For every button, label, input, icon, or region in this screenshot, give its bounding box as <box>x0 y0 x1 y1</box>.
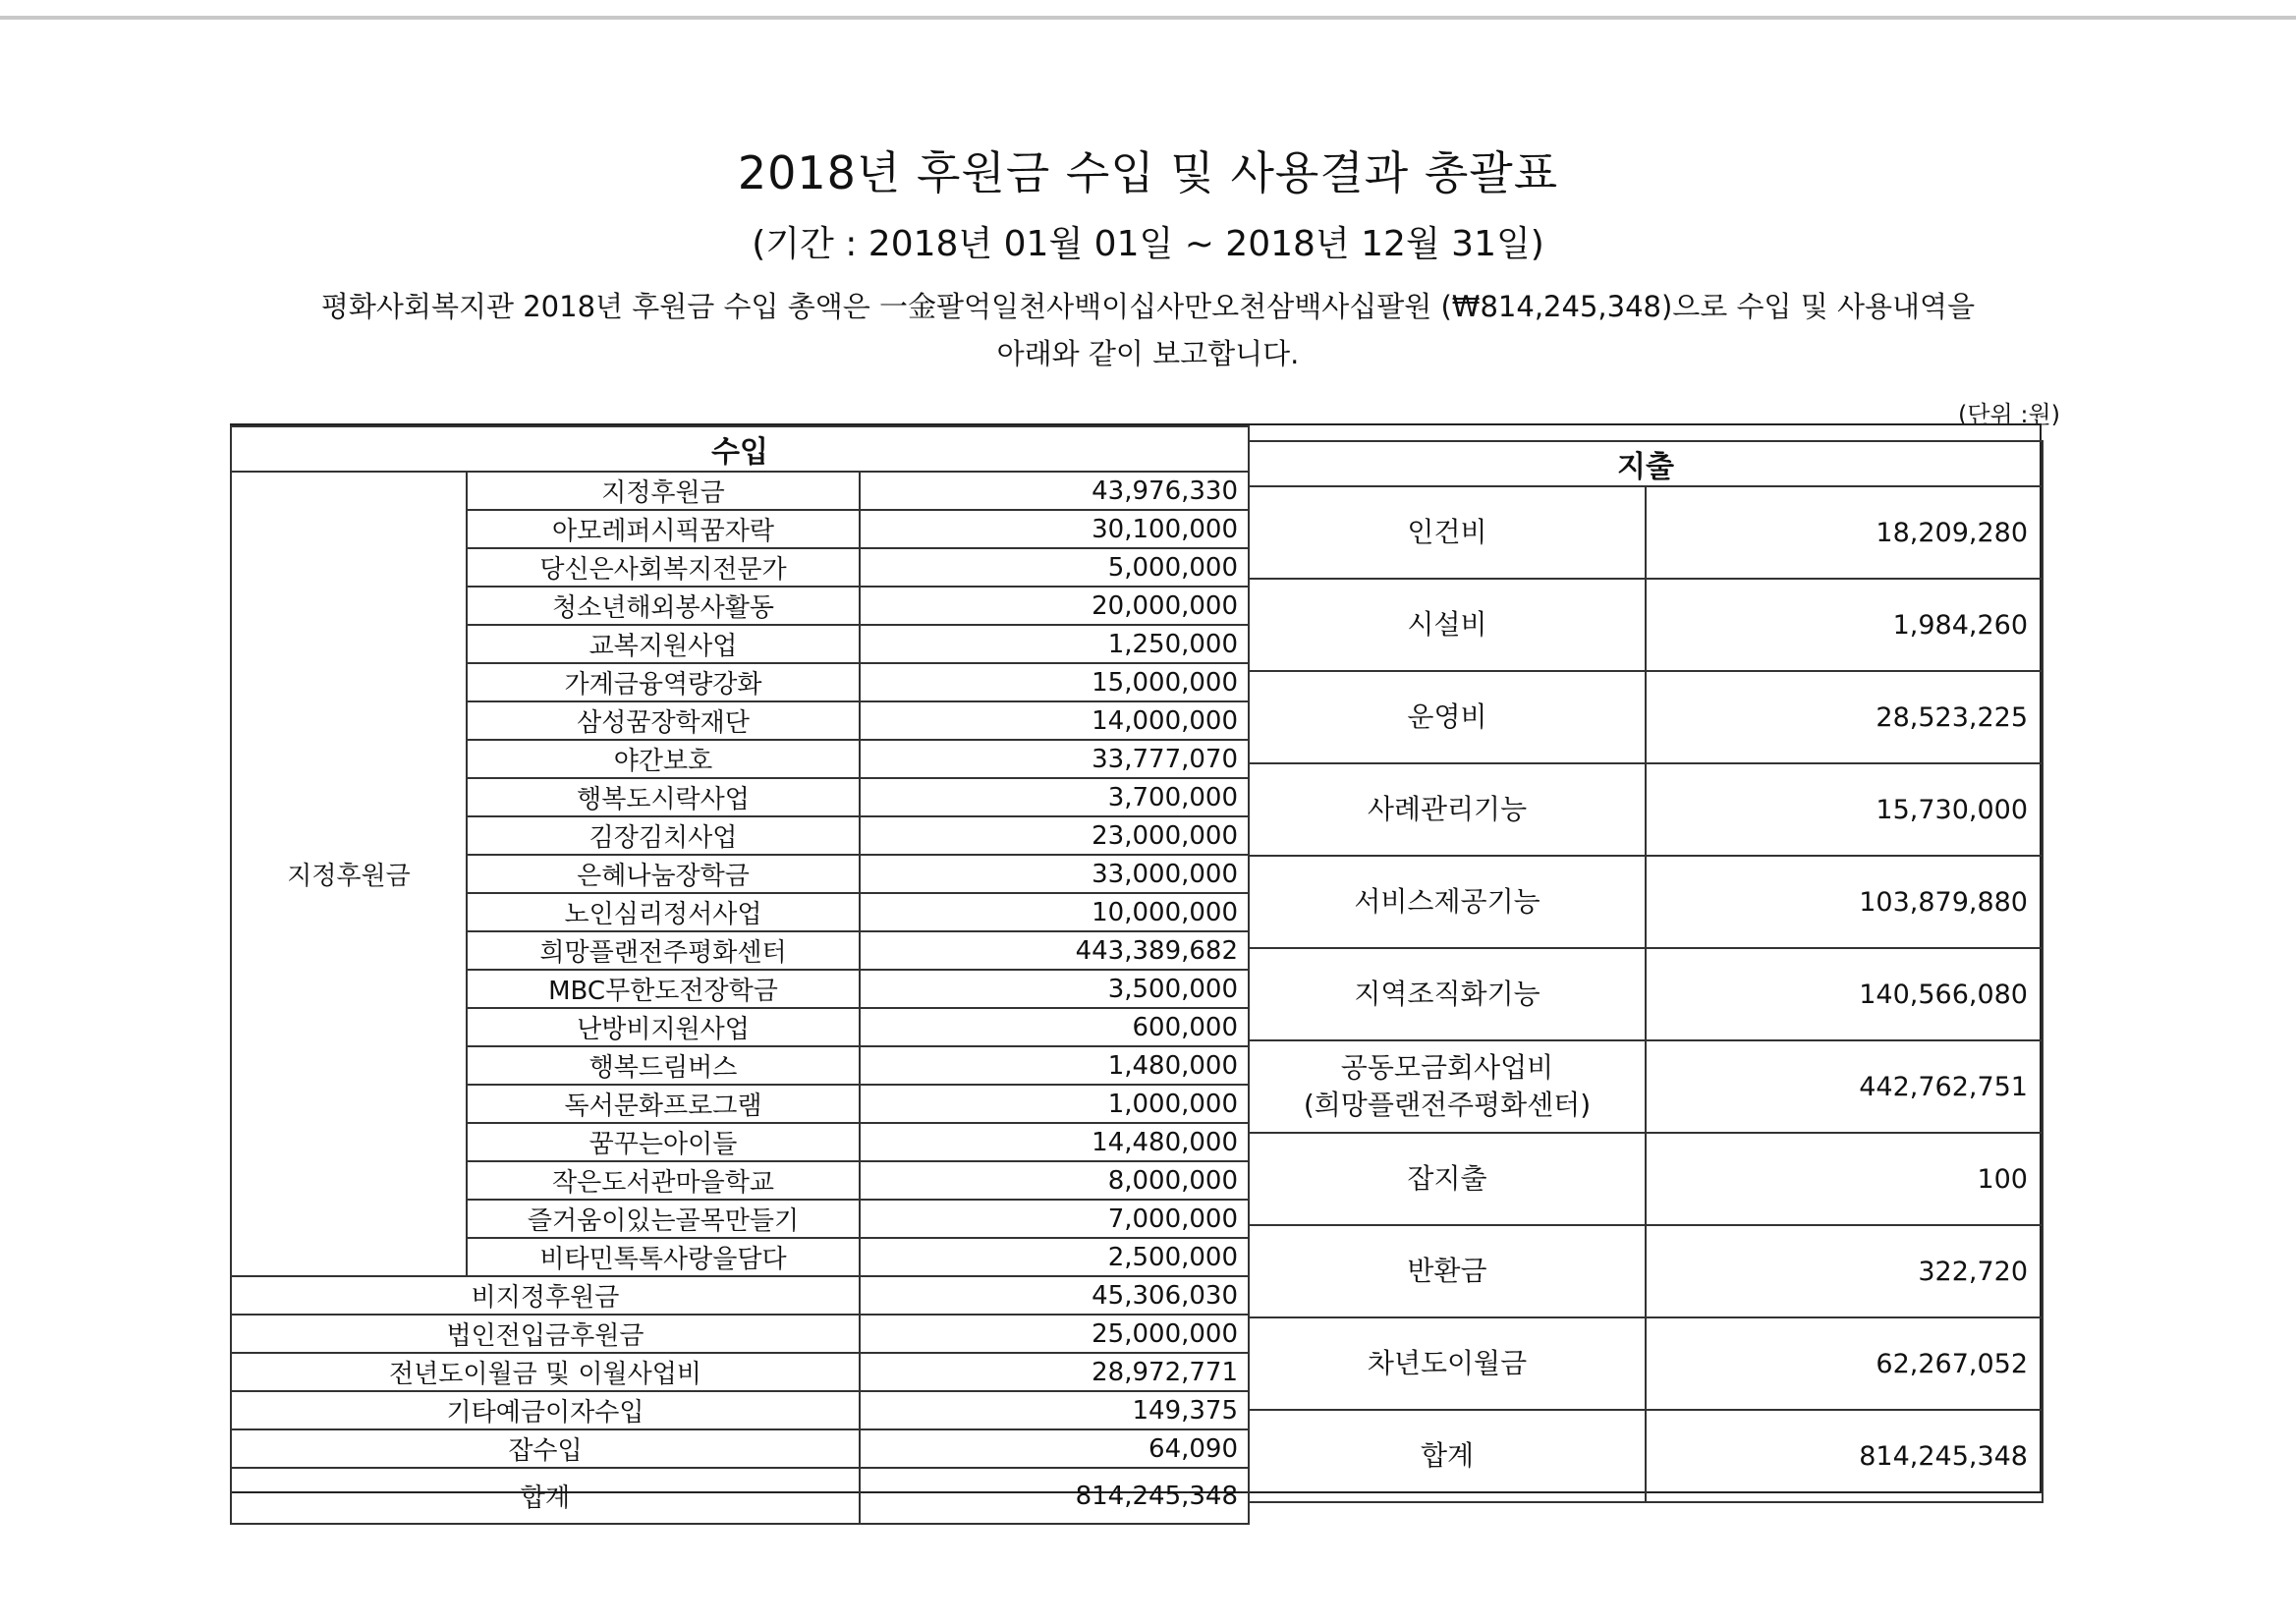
expense-item-amount: 15,730,000 <box>1646 763 2043 856</box>
table-row <box>1249 1225 2043 1317</box>
income-item-amount: 23,000,000 <box>860 816 1249 855</box>
expense-item-label: 사례관리기능 <box>1367 793 1528 825</box>
income-header-row <box>231 426 1249 472</box>
expense-item-label: 시설비 <box>1407 608 1487 641</box>
income-item-amount: 8,000,000 <box>860 1161 1249 1200</box>
expense-item-name <box>1249 763 1646 856</box>
table-row <box>1249 763 2043 856</box>
income-other-amount: 45,306,030 <box>860 1276 1249 1315</box>
income-other-amount: 64,090 <box>860 1429 1249 1468</box>
expense-item-label: 인건비 <box>1407 516 1487 548</box>
income-item-name: 지정후원금 <box>467 472 860 510</box>
income-item-name: 교복지원사업 <box>467 625 860 663</box>
expense-item-label: 지역조직화기능 <box>1354 978 1540 1010</box>
expense-item-label: 서비스제공기능 <box>1354 885 1540 918</box>
income-total-amount: 814,245,348 <box>860 1468 1249 1524</box>
expense-item-name <box>1249 1317 1646 1410</box>
income-item-amount: 14,480,000 <box>860 1123 1249 1161</box>
income-item-name: 독서문화프로그램 <box>467 1085 860 1123</box>
income-item-name: 비타민톡톡사랑을담다 <box>467 1238 860 1276</box>
income-item-amount: 30,100,000 <box>860 510 1249 548</box>
income-other-amount: 28,972,771 <box>860 1353 1249 1391</box>
intro-line-2: 아래와 같이 보고합니다. <box>996 337 1300 370</box>
expense-item-name <box>1249 486 1646 579</box>
expense-item-name <box>1249 1225 1646 1317</box>
intro-text <box>177 283 2119 377</box>
income-item-amount: 10,000,000 <box>860 893 1249 931</box>
expense-table <box>1248 440 2044 1503</box>
expense-item-name <box>1249 856 1646 948</box>
income-item-amount: 1,250,000 <box>860 625 1249 663</box>
income-item-amount: 5,000,000 <box>860 548 1249 587</box>
income-item-amount: 443,389,682 <box>860 931 1249 970</box>
income-other-name: 기타예금이자수입 <box>231 1391 860 1429</box>
income-item-name: 작은도서관마을학교 <box>467 1161 860 1200</box>
table-row <box>231 1353 1249 1391</box>
income-total-row <box>231 1468 1249 1524</box>
income-item-name: MBC무한도전장학금 <box>467 970 860 1008</box>
expense-item-amount: 100 <box>1646 1133 2043 1225</box>
income-item-amount: 33,000,000 <box>860 855 1249 893</box>
income-item-amount: 1,000,000 <box>860 1085 1249 1123</box>
income-item-name: 청소년해외봉사활동 <box>467 587 860 625</box>
table-row <box>1249 1040 2043 1133</box>
income-item-amount: 20,000,000 <box>860 587 1249 625</box>
expense-item-label: 공동모금회사업비 <box>1340 1051 1554 1084</box>
income-total-label: 합계 <box>231 1468 860 1524</box>
income-item-name: 즐거움이있는골목만들기 <box>467 1200 860 1238</box>
top-rule <box>0 16 2296 20</box>
income-table <box>230 425 1250 1525</box>
expense-item-amount: 1,984,260 <box>1646 579 2043 671</box>
table-row <box>231 1429 1249 1468</box>
table-row <box>1249 948 2043 1040</box>
expense-item-amount: 62,267,052 <box>1646 1317 2043 1410</box>
income-header: 수입 <box>231 426 1249 472</box>
income-item-amount: 3,700,000 <box>860 778 1249 816</box>
income-item-name: 은혜나눔장학금 <box>467 855 860 893</box>
intro-line-1: 평화사회복지관 2018년 후원금 수입 총액은 一金팔억일천사백이십사만오천삼백사십팔원 (₩814,245,348)으로 수입 및 사용내역을 <box>320 290 1976 323</box>
table-row <box>231 472 1249 510</box>
expense-item-amount: 442,762,751 <box>1646 1040 2043 1133</box>
table-row <box>1249 1317 2043 1410</box>
designated-group-label: 지정후원금 <box>231 472 467 1276</box>
income-item-name: 꿈꾸는아이들 <box>467 1123 860 1161</box>
income-item-name: 김장김치사업 <box>467 816 860 855</box>
expense-item-label: 반환금 <box>1407 1255 1487 1287</box>
table-row <box>1249 579 2043 671</box>
income-other-name: 잡수입 <box>231 1429 860 1468</box>
table-row <box>1249 1133 2043 1225</box>
expense-header: 지출 <box>1249 441 2043 486</box>
table-row <box>1249 486 2043 579</box>
income-other-amount: 25,000,000 <box>860 1315 1249 1353</box>
expense-item-label: 운영비 <box>1407 700 1487 733</box>
expense-item-amount: 140,566,080 <box>1646 948 2043 1040</box>
income-item-amount: 15,000,000 <box>860 663 1249 701</box>
income-item-name: 아모레퍼시픽꿈자락 <box>467 510 860 548</box>
income-item-amount: 43,976,330 <box>860 472 1249 510</box>
expense-header-row <box>1249 441 2043 486</box>
expense-item-name <box>1249 579 1646 671</box>
income-item-name: 난방비지원사업 <box>467 1008 860 1046</box>
expense-item-name <box>1249 671 1646 763</box>
expense-item-amount: 814,245,348 <box>1646 1410 2043 1502</box>
expense-item-amount: 28,523,225 <box>1646 671 2043 763</box>
expense-item-label: 합계 <box>1420 1439 1475 1472</box>
table-row <box>1249 856 2043 948</box>
table-row <box>231 1315 1249 1353</box>
table-row <box>1249 1410 2043 1502</box>
income-item-amount: 3,500,000 <box>860 970 1249 1008</box>
income-other-name: 전년도이월금 및 이월사업비 <box>231 1353 860 1391</box>
page-title: 2018년 후원금 수입 및 사용결과 총괄표 <box>737 146 1559 199</box>
expense-item-label: 잡지출 <box>1407 1162 1487 1195</box>
income-item-name: 희망플랜전주평화센터 <box>467 931 860 970</box>
table-row <box>231 1276 1249 1315</box>
expense-item-label: 차년도이월금 <box>1367 1347 1528 1379</box>
income-item-name: 삼성꿈장학재단 <box>467 701 860 740</box>
expense-item-name <box>1249 1040 1646 1133</box>
income-item-name: 노인심리정서사업 <box>467 893 860 931</box>
expense-item-amount: 18,209,280 <box>1646 486 2043 579</box>
expense-item-sublabel: (희망플랜전주평화센터) <box>1303 1089 1592 1121</box>
report-period: (기간 : 2018년 01월 01일 ~ 2018년 12월 31일) <box>752 224 1544 264</box>
income-item-name: 가계금융역량강화 <box>467 663 860 701</box>
income-item-name: 당신은사회복지전문가 <box>467 548 860 587</box>
income-other-name: 법인전입금후원금 <box>231 1315 860 1353</box>
income-item-amount: 2,500,000 <box>860 1238 1249 1276</box>
income-item-name: 행복도시락사업 <box>467 778 860 816</box>
unit-label: (단위 :원) <box>1958 401 2060 428</box>
income-item-amount: 14,000,000 <box>860 701 1249 740</box>
expense-item-name <box>1249 948 1646 1040</box>
income-item-amount: 7,000,000 <box>860 1200 1249 1238</box>
income-other-amount: 149,375 <box>860 1391 1249 1429</box>
income-item-amount: 1,480,000 <box>860 1046 1249 1085</box>
expense-item-name <box>1249 1133 1646 1225</box>
income-item-amount: 33,777,070 <box>860 740 1249 778</box>
expense-item-amount: 322,720 <box>1646 1225 2043 1317</box>
expense-item-name <box>1249 1410 1646 1502</box>
table-row <box>231 1391 1249 1429</box>
table-row <box>1249 671 2043 763</box>
expense-item-amount: 103,879,880 <box>1646 856 2043 948</box>
income-item-name: 야간보호 <box>467 740 860 778</box>
income-other-name: 비지정후원금 <box>231 1276 860 1315</box>
income-item-amount: 600,000 <box>860 1008 1249 1046</box>
income-item-name: 행복드림버스 <box>467 1046 860 1085</box>
